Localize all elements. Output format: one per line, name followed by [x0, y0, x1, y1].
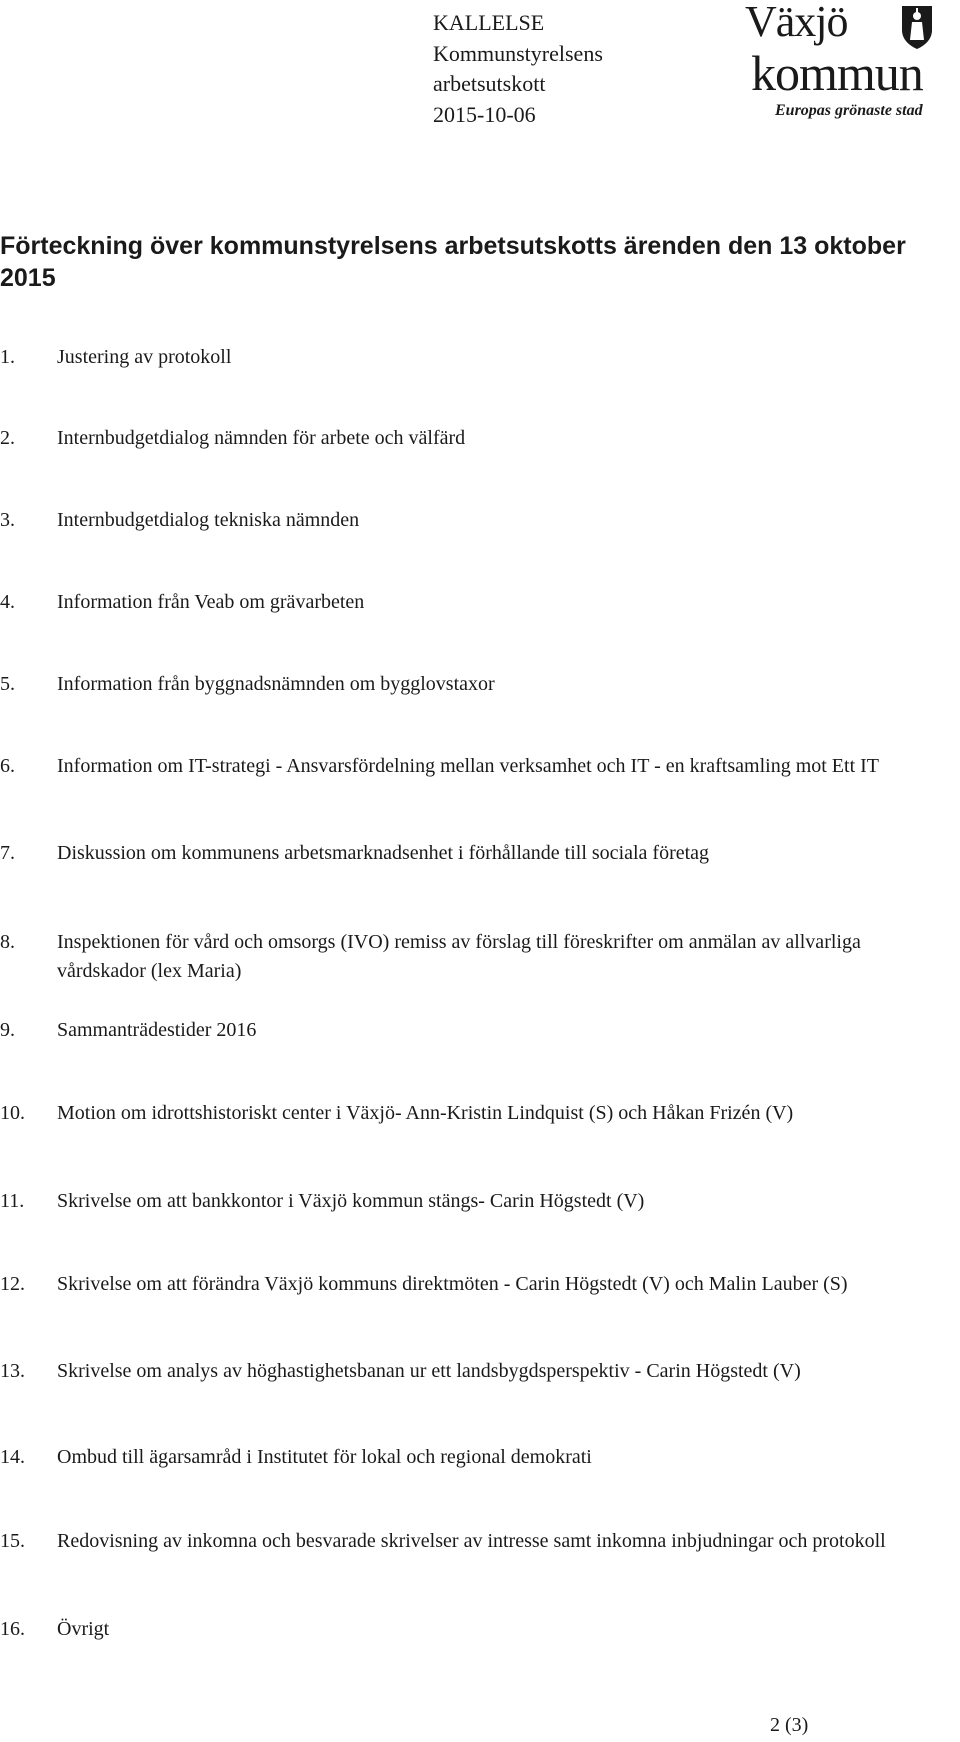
agenda-item-text: Information från Veab om grävarbeten	[57, 591, 365, 613]
agenda-item-number: 2.	[0, 427, 15, 449]
page-number: 2 (3)	[770, 1714, 809, 1736]
header-date: 2015-10-06	[433, 101, 536, 127]
agenda-item-text: Inspektionen för vård och omsorgs (IVO) remiss av förslag till föreskrifter om anmälan av allvarliga vårdskador (lex Maria)	[57, 931, 861, 982]
agenda-item-number: 11.	[0, 1190, 25, 1212]
agenda-item-number: 10.	[0, 1102, 25, 1124]
agenda-item-text: Redovisning av inkomna och besvarade skrivelser av intresse samt inkomna inbjudningar och protokoll	[57, 1530, 886, 1552]
agenda-item-text: Ombud till ägarsamråd i Institutet för lokal och regional demokrati	[57, 1446, 592, 1468]
agenda-item-text: Skrivelse om att bankkontor i Växjö kommun stängs- Carin Högstedt (V)	[57, 1190, 645, 1212]
agenda-item-text: Motion om idrottshistoriskt center i Växjö- Ann-Kristin Lindquist (S) och Håkan Frizén (V)	[57, 1102, 794, 1124]
agenda-item-number: 3.	[0, 509, 15, 531]
agenda-item-text: Skrivelse om analys av höghastighetsbanan ur ett landsbygdsperspektiv - Carin Högstedt (V)	[57, 1360, 801, 1382]
header-committee: Kommunstyrelsens	[433, 40, 603, 66]
page-title: Förteckning över kommunstyrelsens arbetsutskotts ärenden den 13 oktober 2015	[0, 232, 906, 292]
agenda-item-number: 12.	[0, 1273, 25, 1295]
agenda-item-number: 9.	[0, 1019, 15, 1041]
agenda-item-number: 5.	[0, 673, 15, 695]
logo-tagline: Europas grönaste stad	[775, 102, 923, 119]
agenda-item-text: Övrigt	[57, 1618, 110, 1640]
agenda-item-number: 16.	[0, 1618, 25, 1640]
agenda-item-text: Sammanträdestider 2016	[57, 1019, 257, 1041]
agenda-item-text: Internbudgetdialog nämnden för arbete och välfärd	[57, 427, 466, 449]
agenda-item-text: Diskussion om kommunens arbetsmarknadsenhet i förhållande till sociala företag	[57, 842, 710, 864]
agenda-item-number: 7.	[0, 842, 15, 864]
agenda-item-text: Information om IT-strategi - Ansvarsfördelning mellan verksamhet och IT - en kraftsamling mot Ett IT	[57, 755, 880, 777]
agenda-item-number: 13.	[0, 1360, 25, 1382]
logo-text-top: Växjö	[745, 0, 848, 46]
agenda-item-text: Justering av protokoll	[57, 346, 232, 368]
agenda-item-number: 14.	[0, 1446, 25, 1468]
agenda-item-text: Skrivelse om att förändra Växjö kommuns direktmöten - Carin Högstedt (V) och Malin Lauber (S)	[57, 1273, 848, 1295]
agenda-item-number: 6.	[0, 755, 15, 777]
header-committee-sub: arbetsutskott	[433, 71, 546, 96]
agenda-item-number: 1.	[0, 346, 15, 368]
header-kallelse: KALLELSE	[433, 10, 545, 35]
agenda-item-number: 8.	[0, 931, 15, 953]
agenda-item-number: 15.	[0, 1530, 25, 1552]
logo-text-bottom: kommun	[751, 45, 923, 101]
agenda-item-text: Internbudgetdialog tekniska nämnden	[57, 509, 360, 531]
agenda-item-number: 4.	[0, 591, 15, 613]
agenda-item-text: Information från byggnadsnämnden om bygglovstaxor	[57, 673, 495, 695]
